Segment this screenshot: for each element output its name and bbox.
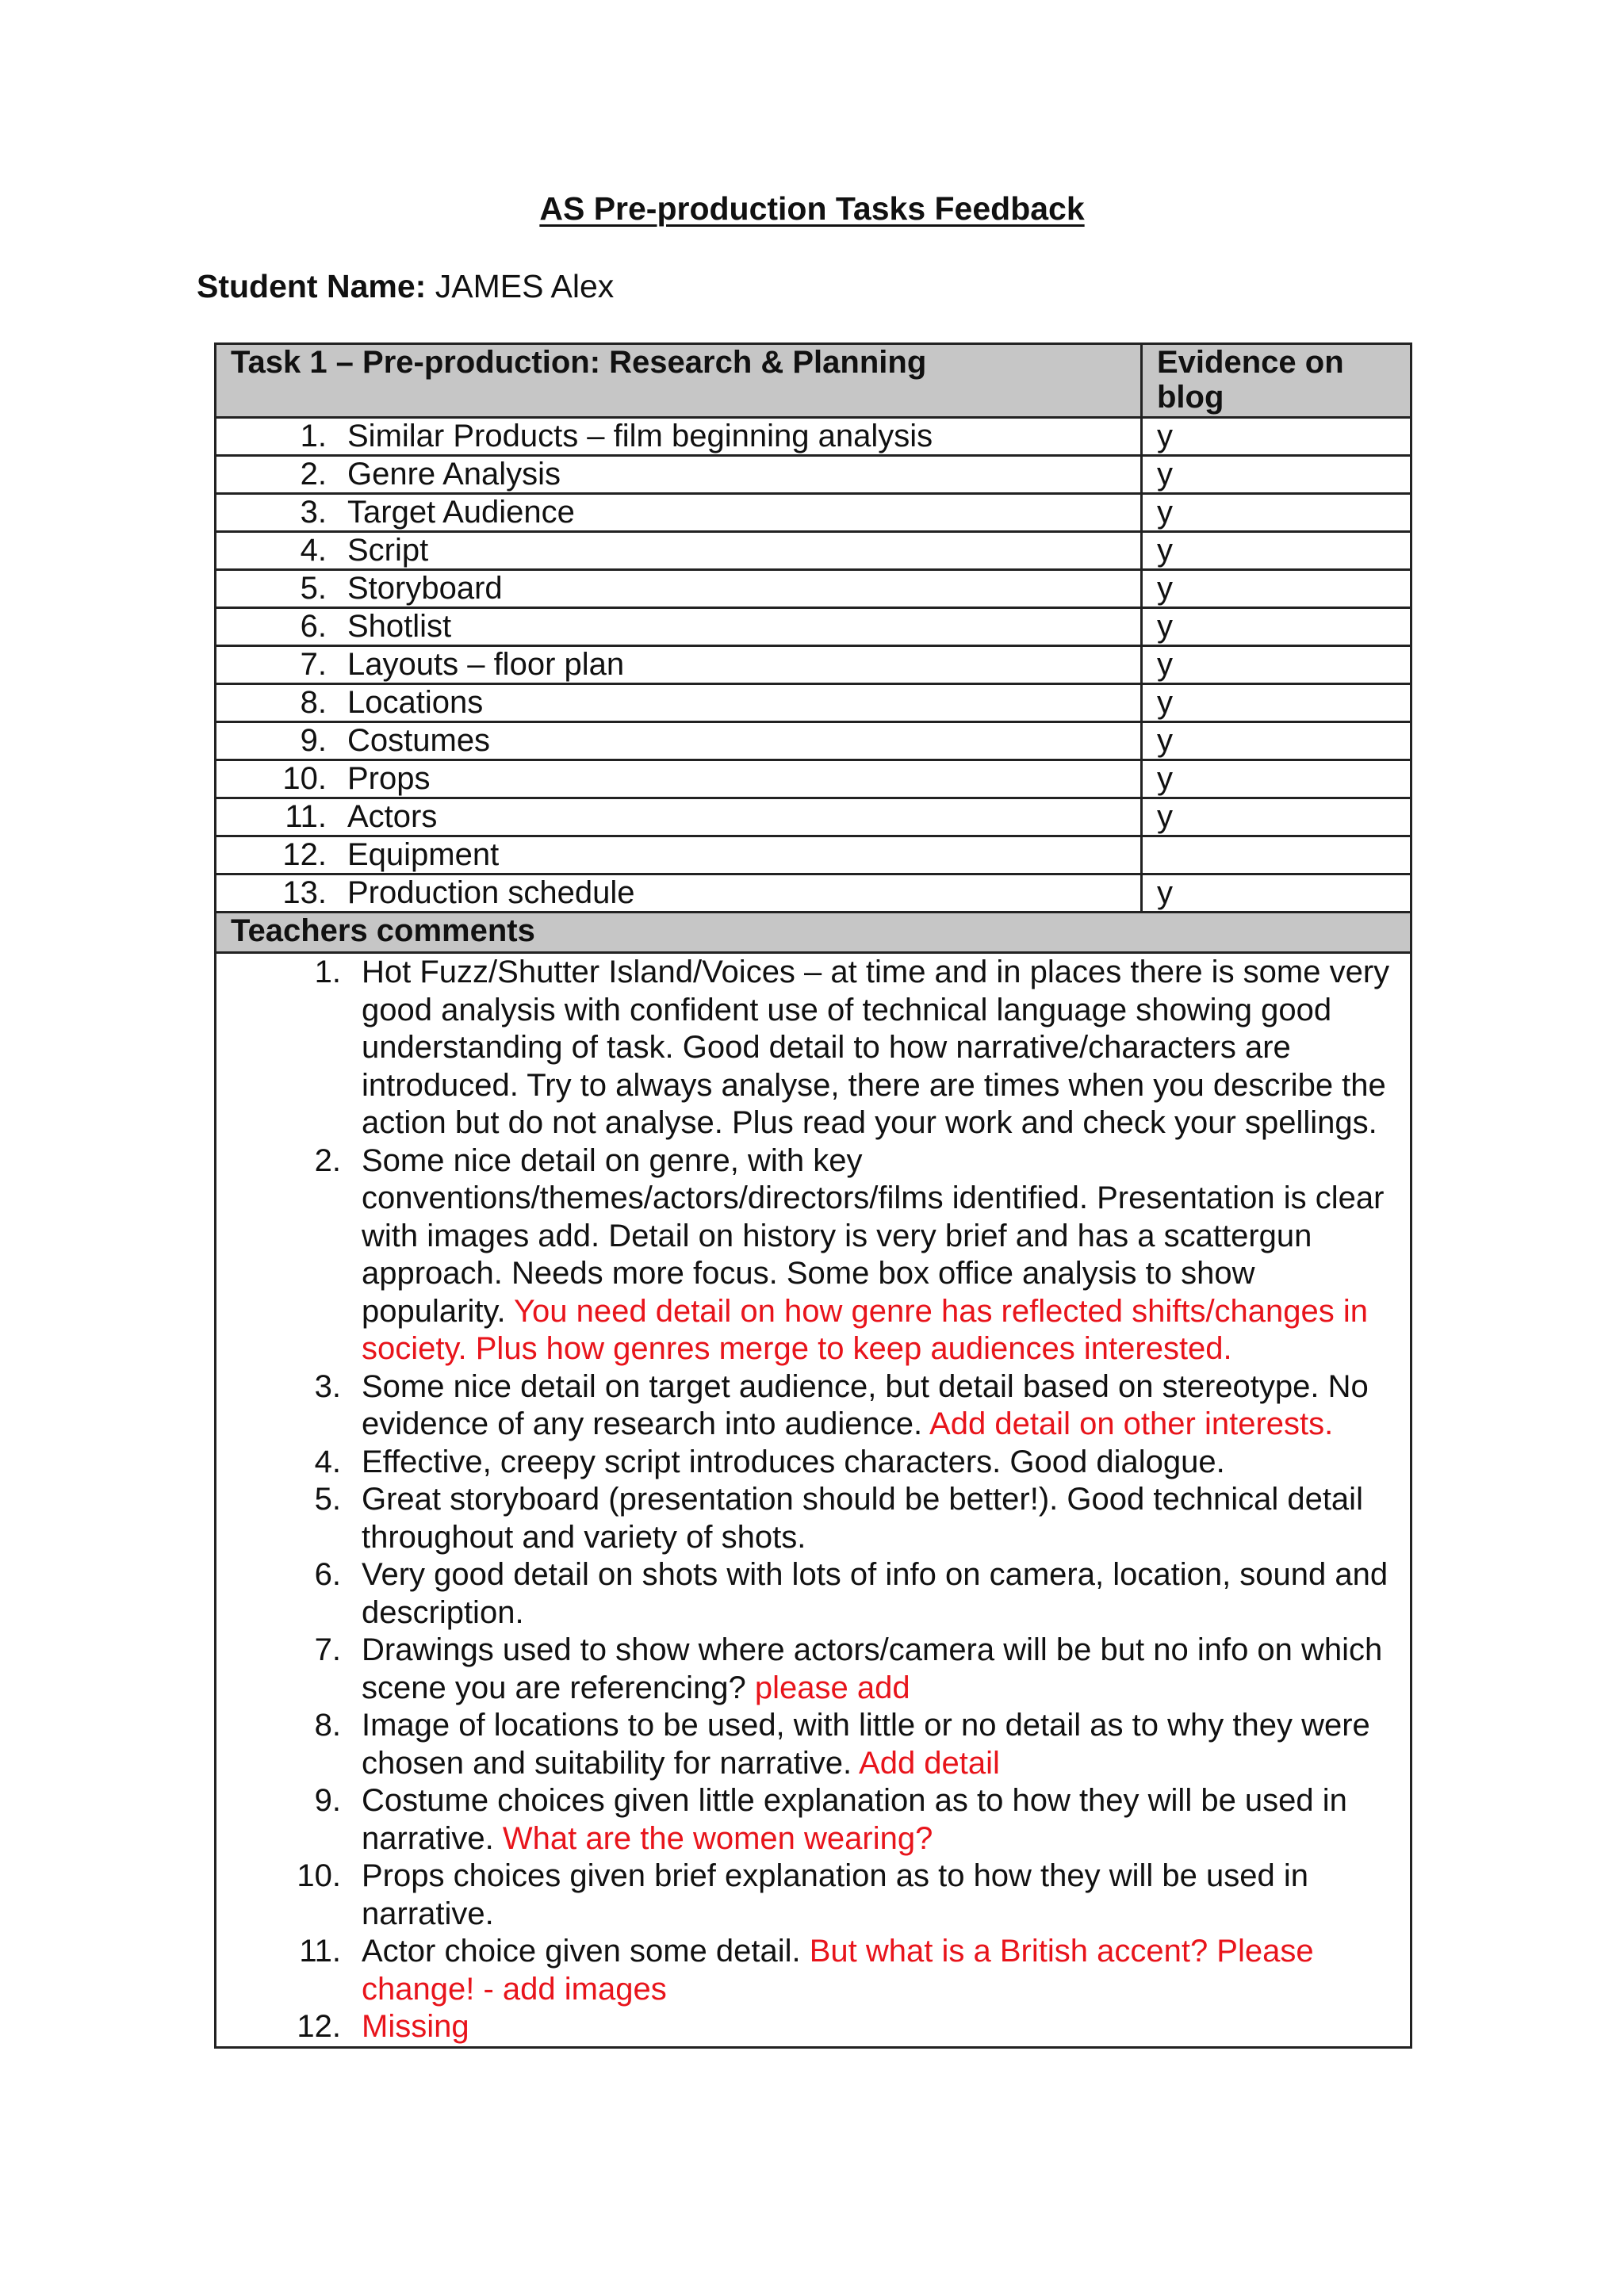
task-cell bbox=[216, 760, 1142, 798]
task-label: Storyboard bbox=[347, 571, 503, 606]
table-row bbox=[216, 646, 1411, 684]
comment-text: Effective, creepy script introduces characters. Good dialogue. bbox=[362, 1444, 1225, 1479]
comments-header-row bbox=[216, 913, 1411, 953]
comment-number: 8. bbox=[314, 1708, 341, 1743]
comment-number: 3. bbox=[314, 1368, 341, 1404]
evidence-cell: y bbox=[1142, 532, 1411, 570]
comment-number: 10. bbox=[297, 1858, 341, 1893]
task-cell bbox=[216, 418, 1142, 456]
task-number: 4. bbox=[300, 533, 327, 568]
task-cell bbox=[216, 494, 1142, 532]
comment-text: Hot Fuzz/Shutter Island/Voices – at time and in places there is some very good analysis with confident use of technical language showing good understanding of task. Good detail to how narrative/characters are introduced. Try to always analyse, there are times when you describe the action but do not analyse. Plus read your work and check your spellings. bbox=[362, 955, 1390, 1140]
list-item bbox=[231, 1368, 1396, 1444]
comment-number: 2. bbox=[314, 1142, 341, 1178]
task-number: 7. bbox=[300, 647, 327, 682]
comment-number: 6. bbox=[314, 1557, 341, 1592]
list-item bbox=[231, 1782, 1396, 1858]
comment-text: Actor choice given some detail. bbox=[362, 1934, 810, 1969]
table-row bbox=[216, 722, 1411, 760]
comment-highlight: You need detail on how genre has reflected shifts/changes in society. Plus how genres merge to keep audiences interested. bbox=[362, 1293, 1369, 1366]
task-label: Production schedule bbox=[347, 875, 635, 910]
list-item bbox=[231, 1858, 1396, 1933]
task-number: 13. bbox=[282, 875, 327, 910]
evidence-cell: y bbox=[1142, 722, 1411, 760]
task-label: Layouts – floor plan bbox=[347, 647, 625, 682]
comment-text: Costume choices given little explanation as to how they will be used in narrative. bbox=[362, 1783, 1347, 1856]
task-number: 9. bbox=[300, 723, 327, 758]
table-row bbox=[216, 798, 1411, 836]
evidence-cell: y bbox=[1142, 494, 1411, 532]
table-row bbox=[216, 684, 1411, 722]
task-number: 6. bbox=[300, 609, 327, 644]
page-title: AS Pre-production Tasks Feedback bbox=[539, 190, 1085, 227]
list-item bbox=[231, 1707, 1396, 1782]
task-cell bbox=[216, 608, 1142, 646]
evidence-cell: y bbox=[1142, 874, 1411, 913]
task-label: Costumes bbox=[347, 723, 491, 758]
evidence-header: Evidence on blog bbox=[1142, 344, 1411, 418]
task-label: Actors bbox=[347, 799, 438, 834]
task-cell bbox=[216, 684, 1142, 722]
list-item bbox=[231, 1142, 1396, 1368]
list-item bbox=[231, 1556, 1396, 1632]
comment-highlight: But what is a British accent? Please change! - add images bbox=[362, 1934, 1314, 2007]
comment-highlight: Add detail bbox=[859, 1745, 1000, 1781]
list-item bbox=[231, 954, 1396, 1142]
task-number: 8. bbox=[300, 685, 327, 720]
evidence-cell: y bbox=[1142, 760, 1411, 798]
table-header-row bbox=[216, 344, 1411, 418]
evidence-cell: y bbox=[1142, 684, 1411, 722]
student-name-label: Student Name: bbox=[197, 268, 427, 304]
comment-number: 12. bbox=[297, 2009, 341, 2044]
comment-text: Some nice detail on genre, with key conventions/themes/actors/directors/films identified. Presentation is clear with images add. Detail on history is very brief and has a scattergun approach. Needs more focus. Some box office analysis to show popularity. bbox=[362, 1142, 1385, 1329]
table-row bbox=[216, 418, 1411, 456]
student-name-value: JAMES Alex bbox=[435, 268, 615, 304]
task-cell bbox=[216, 874, 1142, 913]
task-number: 1. bbox=[300, 419, 327, 453]
comment-text: Great storyboard (presentation should be better!). Good technical detail throughout and variety of shots. bbox=[362, 1482, 1363, 1555]
task-label: Similar Products – film beginning analysis bbox=[347, 419, 933, 453]
evidence-cell: y bbox=[1142, 456, 1411, 494]
table-row bbox=[216, 874, 1411, 913]
task-header: Task 1 – Pre-production: Research & Planning bbox=[216, 344, 1142, 418]
task-label: Locations bbox=[347, 685, 484, 720]
evidence-cell: y bbox=[1142, 646, 1411, 684]
evidence-cell: y bbox=[1142, 418, 1411, 456]
comment-highlight: What are the women wearing? bbox=[502, 1820, 933, 1856]
student-name bbox=[197, 268, 614, 305]
table-row bbox=[216, 494, 1411, 532]
task-label: Shotlist bbox=[347, 609, 452, 644]
comments-row bbox=[216, 953, 1411, 2048]
task-cell bbox=[216, 532, 1142, 570]
comment-number: 9. bbox=[314, 1783, 341, 1818]
comments-list bbox=[216, 953, 1411, 2048]
comment-text: Very good detail on shots with lots of info on camera, location, sound and description. bbox=[362, 1557, 1388, 1630]
comment-highlight: Add detail on other interests. bbox=[929, 1406, 1334, 1441]
task-label: Genre Analysis bbox=[347, 457, 561, 492]
evidence-cell bbox=[1142, 836, 1411, 874]
list-item bbox=[231, 1481, 1396, 1556]
comment-number: 7. bbox=[314, 1632, 341, 1667]
comment-highlight: Missing bbox=[362, 2009, 469, 2044]
comment-highlight: please add bbox=[754, 1670, 910, 1705]
task-cell bbox=[216, 646, 1142, 684]
task-number: 12. bbox=[282, 837, 327, 872]
table-row bbox=[216, 532, 1411, 570]
list-item bbox=[231, 1444, 1396, 1482]
comment-text: Drawings used to show where actors/camera will be but no info on which scene you are referencing? bbox=[362, 1632, 1383, 1705]
task-cell bbox=[216, 570, 1142, 608]
comment-text: Image of locations to be used, with little or no detail as to why they were chosen and suitability for narrative. bbox=[362, 1708, 1370, 1781]
task-number: 5. bbox=[300, 571, 327, 606]
task-cell bbox=[216, 836, 1142, 874]
task-cell bbox=[216, 722, 1142, 760]
task-label: Script bbox=[347, 533, 429, 568]
evidence-cell: y bbox=[1142, 608, 1411, 646]
table-row bbox=[216, 836, 1411, 874]
task-number: 10. bbox=[282, 761, 327, 796]
task-cell bbox=[216, 798, 1142, 836]
table-row bbox=[216, 570, 1411, 608]
list-item bbox=[231, 1933, 1396, 2008]
comment-text: Some nice detail on target audience, but detail based on stereotype. No evidence of any research into audience. bbox=[362, 1368, 1369, 1441]
comment-number: 4. bbox=[314, 1444, 341, 1479]
evidence-cell: y bbox=[1142, 798, 1411, 836]
comment-number: 11. bbox=[299, 1934, 341, 1969]
task-number: 11. bbox=[285, 799, 327, 834]
list-item bbox=[231, 2008, 1396, 2046]
evidence-cell: y bbox=[1142, 570, 1411, 608]
task-rows bbox=[216, 418, 1411, 913]
table-row bbox=[216, 760, 1411, 798]
table-row bbox=[216, 608, 1411, 646]
task-label: Props bbox=[347, 761, 431, 796]
task-label: Target Audience bbox=[347, 495, 575, 530]
comment-number: 1. bbox=[314, 955, 341, 989]
comment-number: 5. bbox=[314, 1482, 341, 1517]
feedback-table bbox=[214, 342, 1412, 2049]
task-cell bbox=[216, 456, 1142, 494]
comments-header: Teachers comments bbox=[216, 913, 1411, 953]
task-number: 3. bbox=[300, 495, 327, 530]
list-item bbox=[231, 1632, 1396, 1707]
task-number: 2. bbox=[300, 457, 327, 492]
table-row bbox=[216, 456, 1411, 494]
comment-text: Props choices given brief explanation as to how they will be used in narrative. bbox=[362, 1858, 1309, 1931]
task-label: Equipment bbox=[347, 837, 500, 872]
